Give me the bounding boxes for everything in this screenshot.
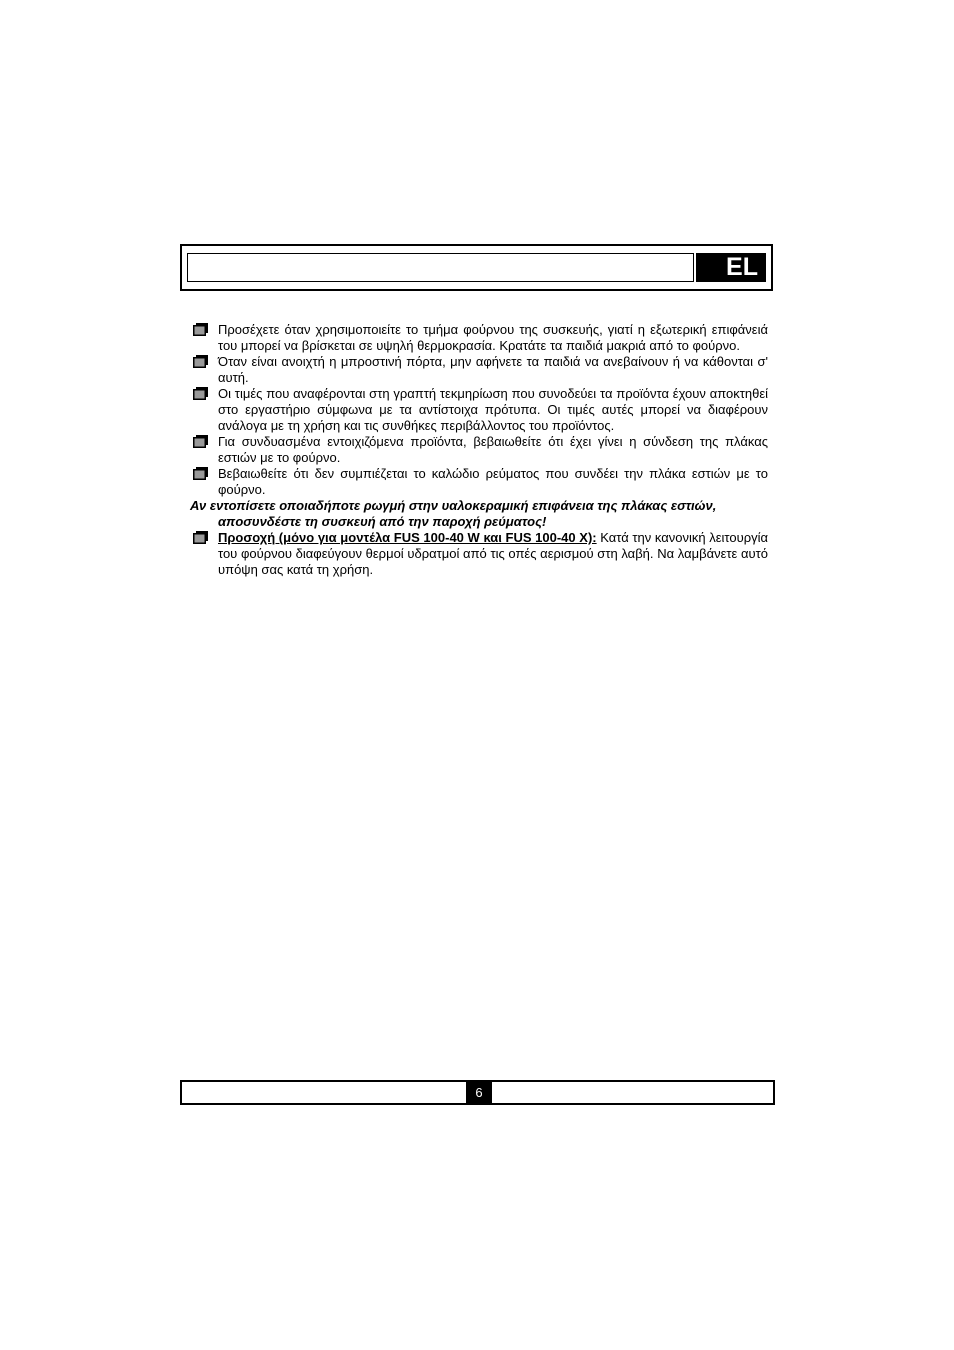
page-number: 6 [466, 1082, 492, 1103]
list-item-text: Όταν είναι ανοιχτή η μπροστινή πόρτα, μην αφήνετε τα παιδιά να ανεβαίνουν ή να κάθονται σ' αυτή. [218, 354, 768, 385]
list-item-text: Οι τιμές που αναφέρονται στη γραπτή τεκμηρίωση που συνοδεύει τα προϊόντα έχουν αποκτηθεί στο εργαστήριο σύμφωνα με τα αντίστοιχα πρότυπα. Οι τιμές αυτές μπορεί να διαφέρουν ανάλογα με τη χρήση και τις συνθήκες περιβάλλοντος του προϊόντος. [218, 386, 768, 433]
note-bullet-icon [193, 355, 209, 368]
list-item [190, 386, 768, 434]
list-item [190, 354, 768, 386]
header-title-frame [187, 253, 694, 282]
footer-bar [180, 1080, 775, 1105]
language-badge: EL [696, 253, 766, 282]
warning-line-2: αποσυνδέστε τη συσκευή από την παροχή ρεύματος! [218, 514, 547, 529]
note-bullet-icon [193, 323, 209, 336]
warning-line-1: Αν εντοπίσετε οποιαδήποτε ρωγμή στην υαλοκεραμική επιφάνεια της πλάκας εστιών, [190, 498, 717, 513]
attention-label: Προσοχή (μόνο για μοντέλα FUS 100-40 W και FUS 100-40 X): [218, 530, 597, 545]
list-item [190, 434, 768, 466]
attention-item [190, 530, 768, 578]
list-item [190, 466, 768, 498]
attention-text: Κατά την κανονική λειτουργία του φούρνου διαφεύγουν θερμοί υδρατμοί από τις οπές αερισμού στη λαβή. Να λαμβάνετε αυτό υπόψη σας κατά τη χρήση. [218, 530, 768, 577]
note-bullet-icon [193, 387, 209, 400]
list-item-text: Προσέχετε όταν χρησιμοποιείτε το τμήμα φούρνου της συσκευής, γιατί η εξωτερική επιφάνειά του μπορεί να βρίσκεται σε υψηλή θερμοκρασία. Κρατάτε τα παιδιά μακριά από το φούρνο. [218, 322, 768, 353]
note-bullet-icon [193, 435, 209, 448]
list-item-text: Για συνδυασμένα εντοιχιζόμενα προϊόντα, βεβαιωθείτε ότι έχει γίνει η σύνδεση της πλάκας εστιών με το φούρνο. [218, 434, 768, 465]
note-bullet-icon [193, 531, 209, 544]
safety-notes [190, 322, 768, 578]
note-bullet-icon [193, 467, 209, 480]
list-item [190, 322, 768, 354]
list-item-text: Βεβαιωθείτε ότι δεν συμπιέζεται το καλώδιο ρεύματος που συνδέει την πλάκα εστιών με το φούρνο. [218, 466, 768, 497]
header-bar [180, 244, 773, 291]
crack-warning [190, 498, 768, 530]
